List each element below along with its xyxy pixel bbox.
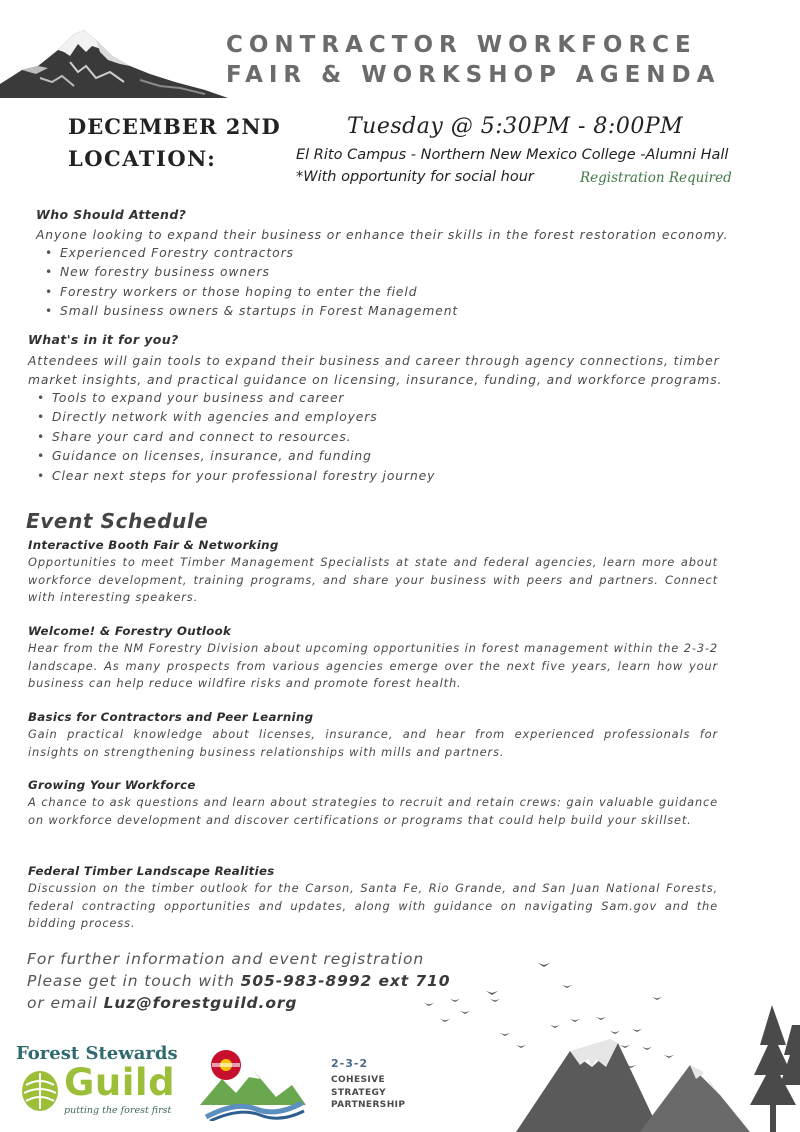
email-link[interactable]: Luz@forestguild.org — [103, 994, 298, 1012]
event-description: Discussion on the timber outlook for the Carson, Santa Fe, Rio Grande, and San Juan National Forests, federal contracting opportunities and updates, along with guidance on navigating Sam.gov and the bidding process. — [28, 881, 718, 931]
list-item: • Directly network with agencies and employers — [34, 408, 435, 427]
event-description: Gain practical knowledge about licenses, insurance, and hear from experienced professionals for insights on strengthening business relationships with mills and partners. — [28, 727, 718, 759]
list-item: • Clear next steps for your professional forestry journey — [34, 467, 435, 486]
csp-line: PARTNERSHIP — [331, 1100, 406, 1110]
title-line-2: FAIR & WORKSHOP AGENDA — [226, 62, 721, 88]
pine-tree-group — [750, 1005, 800, 1132]
benefits-intro-line-1: Attendees will gain tools to expand their business and career through agency connections, timber — [28, 354, 720, 368]
fsg-tagline: putting the forest first — [64, 1105, 172, 1116]
event-description: A chance to ask questions and learn about strategies to recruit and retain crews: gain valuable guidance on workforce development and discover certifications or programs that could help build your skillset. — [28, 795, 718, 827]
benefits-heading: What's in it for you? — [28, 332, 179, 347]
list-item: • Guidance on licenses, insurance, and funding — [34, 447, 435, 466]
contact-prefix: Please get in touch with — [27, 972, 241, 990]
list-item: • Forestry workers or those hoping to enter the field — [42, 283, 458, 302]
contact-block — [27, 948, 450, 1014]
who-intro: Anyone looking to expand their business or enhance their skills in the forest restoration economy. — [36, 228, 729, 242]
who-list — [42, 244, 458, 322]
csp-number: 2-3-2 — [331, 1057, 369, 1070]
location-label: LOCATION: — [68, 146, 217, 171]
benefits-list — [34, 389, 435, 486]
social-hour-note: *With opportunity for social hour — [296, 169, 534, 185]
event-date: DECEMBER 2ND — [68, 114, 281, 139]
event-title: Welcome! & Forestry Outlook — [28, 624, 232, 638]
csp-line: STRATEGY — [331, 1087, 387, 1098]
registration-note: Registration Required — [580, 170, 732, 186]
list-item: • New forestry business owners — [42, 263, 458, 282]
who-heading: Who Should Attend? — [36, 207, 187, 222]
pinecone-icon — [18, 1067, 62, 1113]
fsg-guild: Guild — [64, 1061, 176, 1104]
event-title: Interactive Booth Fair & Networking — [28, 538, 279, 552]
mountain-birds-illustration — [420, 955, 800, 1132]
event-description: Opportunities to meet Timber Management Specialists at state and federal agencies, learn more about workforce development, training programs, and share your business with peers and partners. Connect with interesting speakers. — [28, 555, 718, 605]
contact-line-2 — [27, 970, 450, 992]
event-title: Basics for Contractors and Peer Learning — [28, 710, 314, 724]
csp-name — [331, 1074, 405, 1112]
mountain-illustration — [0, 22, 228, 100]
phone-number[interactable]: 505-983-8992 ext 710 — [240, 972, 451, 990]
list-item: • Share your card and connect to resources. — [34, 428, 435, 447]
contact-prefix: or email — [27, 994, 104, 1012]
event-time: Tuesday @ 5:30PM - 8:00PM — [347, 114, 684, 139]
schedule-heading: Event Schedule — [26, 509, 209, 533]
page-title — [226, 30, 720, 90]
event-title: Growing Your Workforce — [28, 778, 196, 792]
fsg-name: Forest Stewards — [16, 1043, 178, 1064]
forest-stewards-guild-logo — [16, 1043, 176, 1121]
csp-line: COHESIVE — [331, 1075, 386, 1085]
cohesive-strategy-partnership-logo — [196, 1045, 306, 1121]
benefits-intro-line-2: market insights, and practical guidance on licensing, insurance, funding, and workforce programs. — [28, 373, 723, 387]
list-item: • Tools to expand your business and career — [34, 389, 435, 408]
event-venue: El Rito Campus - Northern New Mexico College -Alumni Hall — [296, 147, 729, 163]
list-item: • Small business owners & startups in Forest Management — [42, 302, 458, 321]
contact-line-1: For further information and event registration — [27, 950, 425, 968]
list-item: • Experienced Forestry contractors — [42, 244, 458, 263]
contact-line-3 — [27, 992, 450, 1014]
event-description: Hear from the NM Forestry Division about upcoming opportunities in forest management within the 2-3-2 landscape. As many prospects from various agencies emerge over the next five years, learn how your business can help reduce wildfire risks and promote forest health. — [28, 641, 718, 691]
event-title: Federal Timber Landscape Realities — [28, 864, 275, 878]
title-line-1: CONTRACTOR WORKFORCE — [226, 32, 697, 58]
birds-group — [424, 963, 674, 1072]
